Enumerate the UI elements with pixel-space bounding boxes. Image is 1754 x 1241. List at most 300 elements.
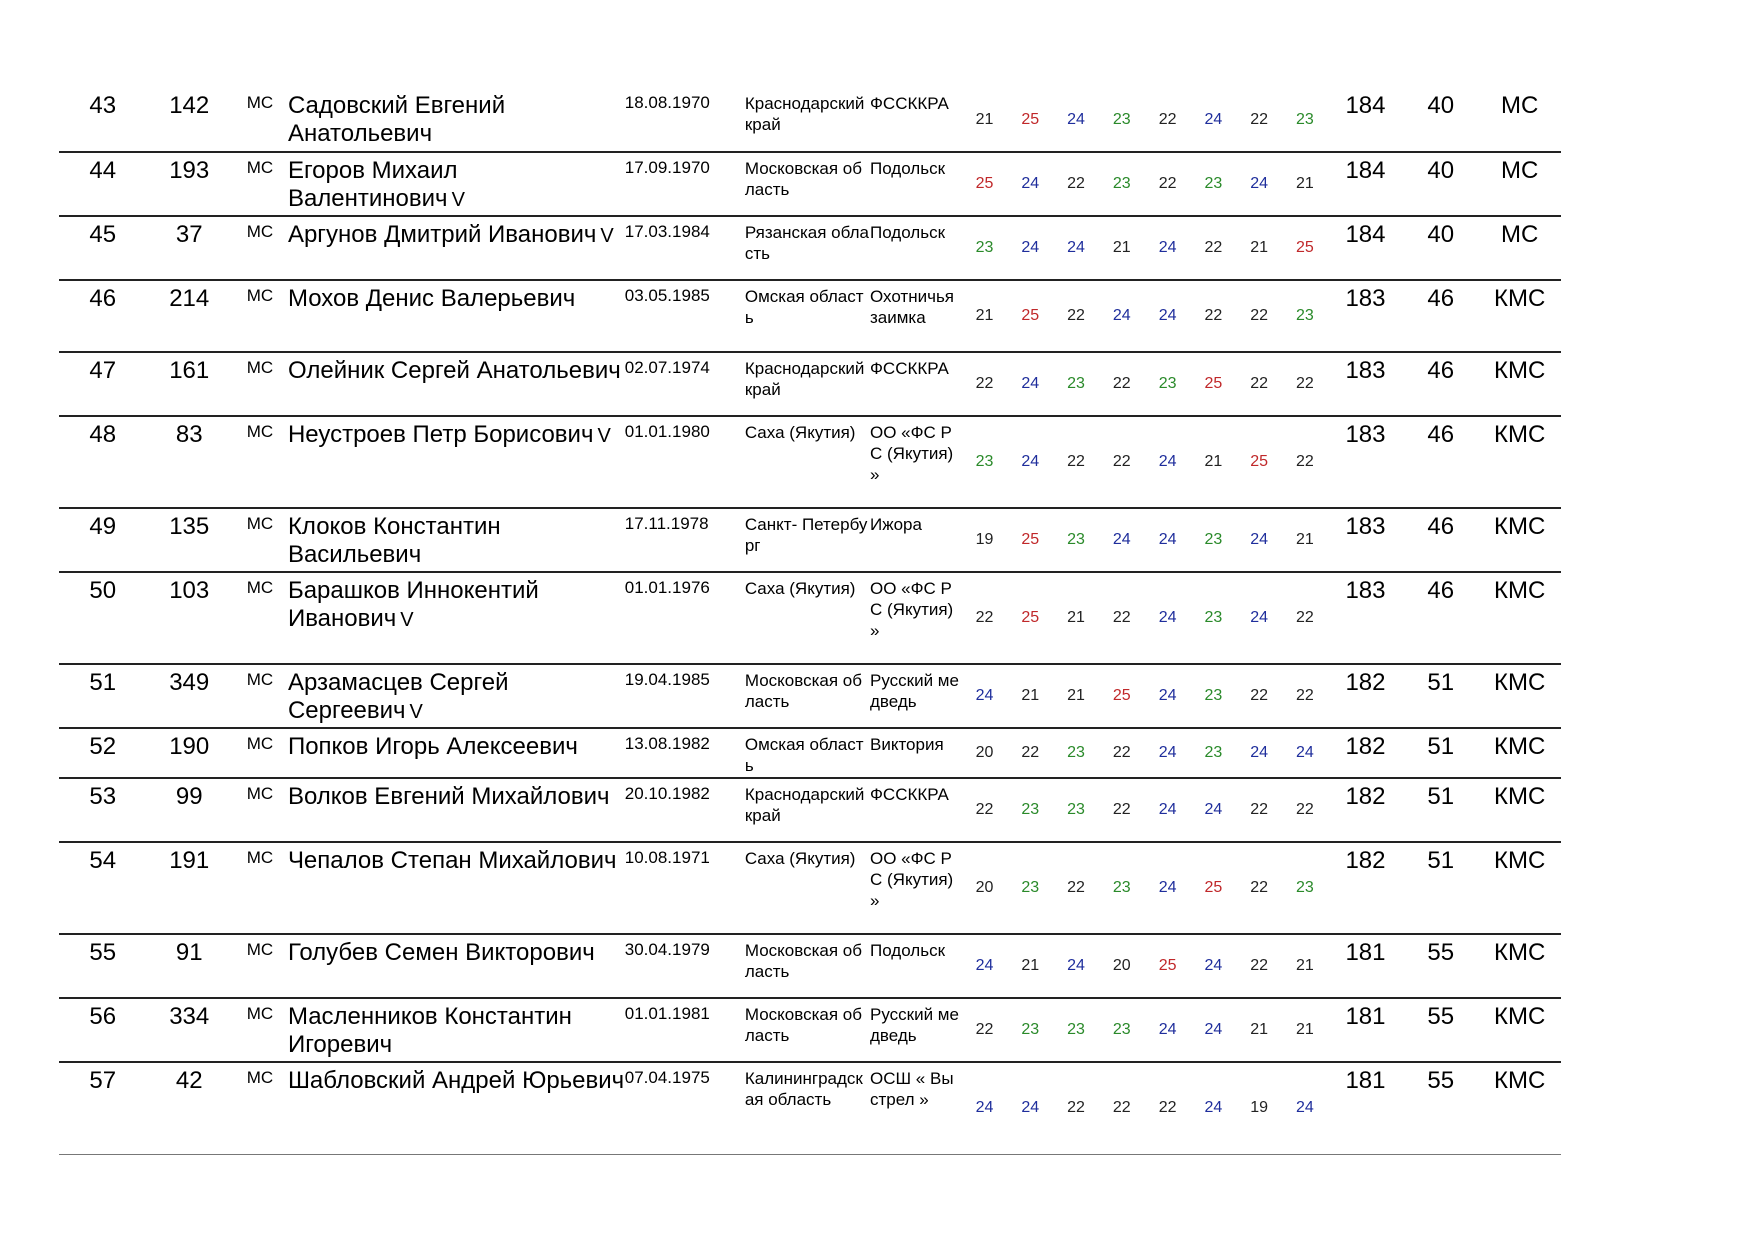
rank-cell: МС xyxy=(232,572,288,664)
rank-cell: МС xyxy=(232,728,288,778)
club-cell: Русский медведь xyxy=(870,664,962,728)
athlete-name: Барашков Иннокентий Иванович xyxy=(287,577,539,632)
series-score-cell: 24 xyxy=(1190,998,1236,1062)
series-score-cell: 21 xyxy=(1282,934,1328,998)
series-score-cell: 24 xyxy=(1190,778,1236,842)
series-score-cell: 22 xyxy=(1190,280,1236,352)
series-score-cell: 23 xyxy=(1282,280,1328,352)
series-score-cell: 25 xyxy=(1099,664,1145,728)
series-score-cell: 22 xyxy=(1236,664,1282,728)
table-row xyxy=(59,664,1561,728)
athlete-name-cell xyxy=(288,572,625,664)
series-score-cell: 23 xyxy=(1099,152,1145,216)
club-cell: Подольск xyxy=(870,934,962,998)
series-score-cell: 23 xyxy=(1099,998,1145,1062)
series-score-cell: 24 xyxy=(1145,728,1191,778)
region-cell: Московская область xyxy=(745,152,870,216)
series-score-cell: 23 xyxy=(1053,778,1099,842)
series-score-cell: 23 xyxy=(962,216,1008,280)
series-score-cell: 22 xyxy=(1053,416,1099,508)
series-score-cell: 22 xyxy=(1007,728,1053,778)
series-score-cell: 24 xyxy=(962,1062,1008,1154)
athlete-name-cell xyxy=(288,1062,625,1154)
athlete-name-cell xyxy=(288,152,625,216)
series-score-cell: 24 xyxy=(1145,416,1191,508)
series-score-cell: 24 xyxy=(1145,280,1191,352)
series-score-cell: 22 xyxy=(1145,88,1191,152)
rank-cell: МС xyxy=(232,842,288,934)
qualification-cell: МС xyxy=(1478,216,1561,280)
rank-cell: МС xyxy=(232,778,288,842)
rank-cell: МС xyxy=(232,280,288,352)
series-score-cell: 24 xyxy=(1007,352,1053,416)
club-cell: ОО «ФС РС (Якутия) » xyxy=(870,572,962,664)
series-score-cell: 21 xyxy=(962,88,1008,152)
place-cell: 50 xyxy=(59,572,147,664)
athlete-name-cell xyxy=(288,352,625,416)
qualification-cell: КМС xyxy=(1478,842,1561,934)
table-row xyxy=(59,572,1561,664)
series-score-cell: 24 xyxy=(1145,664,1191,728)
series-score-cell: 23 xyxy=(1282,88,1328,152)
series-score-cell: 22 xyxy=(962,998,1008,1062)
shared-position-cell: 40 xyxy=(1403,216,1478,280)
series-score-cell: 23 xyxy=(1007,778,1053,842)
table-row xyxy=(59,508,1561,572)
series-score-cell: 25 xyxy=(1190,352,1236,416)
series-score-cell: 22 xyxy=(962,572,1008,664)
shared-position-cell: 51 xyxy=(1403,728,1478,778)
club-cell: Подольск xyxy=(870,152,962,216)
bib-number-cell: 193 xyxy=(147,152,232,216)
total-score-cell: 183 xyxy=(1328,508,1403,572)
bib-number-cell: 37 xyxy=(147,216,232,280)
series-score-cell: 24 xyxy=(1007,216,1053,280)
shared-position-cell: 55 xyxy=(1403,1062,1478,1154)
club-cell: Подольск xyxy=(870,216,962,280)
birth-date-cell: 17.09.1970 xyxy=(625,152,745,216)
bib-number-cell: 142 xyxy=(147,88,232,152)
region-cell: Московская область xyxy=(745,664,870,728)
series-score-cell: 22 xyxy=(1236,280,1282,352)
qualification-cell: КМС xyxy=(1478,572,1561,664)
series-score-cell: 24 xyxy=(1053,934,1099,998)
total-score-cell: 182 xyxy=(1328,842,1403,934)
series-score-cell: 22 xyxy=(1099,416,1145,508)
athlete-name-cell xyxy=(288,216,625,280)
series-score-cell: 22 xyxy=(1236,934,1282,998)
athlete-name-cell xyxy=(288,934,625,998)
qualification-cell: КМС xyxy=(1478,778,1561,842)
series-score-cell: 21 xyxy=(1236,216,1282,280)
birth-date-cell: 13.08.1982 xyxy=(625,728,745,778)
rank-cell: МС xyxy=(232,934,288,998)
series-score-cell: 22 xyxy=(1099,778,1145,842)
birth-date-cell: 02.07.1974 xyxy=(625,352,745,416)
table-row xyxy=(59,998,1561,1062)
series-score-cell: 23 xyxy=(1190,572,1236,664)
series-score-cell: 23 xyxy=(1053,728,1099,778)
table-row xyxy=(59,728,1561,778)
total-score-cell: 183 xyxy=(1328,416,1403,508)
club-cell: Ижора xyxy=(870,508,962,572)
rank-cell: МС xyxy=(232,352,288,416)
bib-number-cell: 99 xyxy=(147,778,232,842)
rank-cell: МС xyxy=(232,152,288,216)
birth-date-cell: 30.04.1979 xyxy=(625,934,745,998)
place-cell: 43 xyxy=(59,88,147,152)
place-cell: 52 xyxy=(59,728,147,778)
series-score-cell: 24 xyxy=(1145,998,1191,1062)
series-score-cell: 22 xyxy=(1190,216,1236,280)
qualification-cell: КМС xyxy=(1478,1062,1561,1154)
birth-date-cell: 17.03.1984 xyxy=(625,216,745,280)
series-score-cell: 22 xyxy=(962,352,1008,416)
total-score-cell: 182 xyxy=(1328,778,1403,842)
club-cell: Охотничья заимка xyxy=(870,280,962,352)
club-cell: ФССККРА xyxy=(870,88,962,152)
series-score-cell: 21 xyxy=(1282,508,1328,572)
athlete-name: Чепалов Степан Михайлович xyxy=(287,847,617,874)
club-cell: Русский медведь xyxy=(870,998,962,1062)
club-cell: ФССККРА xyxy=(870,778,962,842)
series-score-cell: 24 xyxy=(1236,728,1282,778)
qualification-cell: МС xyxy=(1478,88,1561,152)
birth-date-cell: 03.05.1985 xyxy=(625,280,745,352)
birth-date-cell: 01.01.1976 xyxy=(625,572,745,664)
athlete-name: Клоков Константин Васильевич xyxy=(287,513,501,568)
bib-number-cell: 191 xyxy=(147,842,232,934)
rank-cell: МС xyxy=(232,1062,288,1154)
series-score-cell: 23 xyxy=(1099,88,1145,152)
birth-date-cell: 01.01.1981 xyxy=(625,998,745,1062)
place-cell: 47 xyxy=(59,352,147,416)
veteran-mark: V xyxy=(400,609,414,631)
series-score-cell: 25 xyxy=(1007,280,1053,352)
shared-position-cell: 55 xyxy=(1403,934,1478,998)
place-cell: 48 xyxy=(59,416,147,508)
table-row xyxy=(59,778,1561,842)
series-score-cell: 24 xyxy=(962,934,1008,998)
shared-position-cell: 55 xyxy=(1403,998,1478,1062)
series-score-cell: 21 xyxy=(1007,934,1053,998)
series-score-cell: 24 xyxy=(1145,508,1191,572)
region-cell: Московская область xyxy=(745,934,870,998)
region-cell: Омская область xyxy=(745,280,870,352)
qualification-cell: КМС xyxy=(1478,664,1561,728)
veteran-mark: V xyxy=(597,425,611,447)
series-score-cell: 23 xyxy=(1282,842,1328,934)
region-cell: Саха (Якутия) xyxy=(745,572,870,664)
series-score-cell: 21 xyxy=(1053,664,1099,728)
series-score-cell: 24 xyxy=(1236,152,1282,216)
series-score-cell: 24 xyxy=(1099,280,1145,352)
shared-position-cell: 46 xyxy=(1403,352,1478,416)
total-score-cell: 181 xyxy=(1328,1062,1403,1154)
place-cell: 46 xyxy=(59,280,147,352)
bib-number-cell: 83 xyxy=(147,416,232,508)
place-cell: 54 xyxy=(59,842,147,934)
series-score-cell: 25 xyxy=(1145,934,1191,998)
athlete-name-cell xyxy=(288,416,625,508)
total-score-cell: 181 xyxy=(1328,934,1403,998)
region-cell: Омская область xyxy=(745,728,870,778)
place-cell: 51 xyxy=(59,664,147,728)
table-row xyxy=(59,416,1561,508)
birth-date-cell: 19.04.1985 xyxy=(625,664,745,728)
series-score-cell: 24 xyxy=(1053,88,1099,152)
series-score-cell: 25 xyxy=(962,152,1008,216)
athlete-name: Шабловский Андрей Юрьевич xyxy=(287,1067,625,1094)
birth-date-cell: 10.08.1971 xyxy=(625,842,745,934)
athlete-name: Голубев Семен Викторович xyxy=(287,939,595,966)
rank-cell: МС xyxy=(232,664,288,728)
series-score-cell: 23 xyxy=(1053,998,1099,1062)
series-score-cell: 24 xyxy=(1145,778,1191,842)
qualification-cell: КМС xyxy=(1478,934,1561,998)
series-score-cell: 22 xyxy=(1099,352,1145,416)
series-score-cell: 24 xyxy=(1099,508,1145,572)
rank-cell: МС xyxy=(232,508,288,572)
place-cell: 45 xyxy=(59,216,147,280)
athlete-name: Попков Игорь Алексеевич xyxy=(287,733,578,760)
series-score-cell: 23 xyxy=(1145,352,1191,416)
series-score-cell: 23 xyxy=(1190,508,1236,572)
table-row xyxy=(59,152,1561,216)
series-score-cell: 21 xyxy=(1099,216,1145,280)
series-score-cell: 23 xyxy=(1190,728,1236,778)
series-score-cell: 19 xyxy=(962,508,1008,572)
series-score-cell: 23 xyxy=(1007,998,1053,1062)
series-score-cell: 20 xyxy=(962,842,1008,934)
series-score-cell: 24 xyxy=(1190,1062,1236,1154)
series-score-cell: 25 xyxy=(1007,572,1053,664)
club-cell: ОО «ФС РС (Якутия) » xyxy=(870,416,962,508)
bib-number-cell: 103 xyxy=(147,572,232,664)
total-score-cell: 184 xyxy=(1328,216,1403,280)
club-cell: Виктория xyxy=(870,728,962,778)
series-score-cell: 24 xyxy=(1145,842,1191,934)
series-score-cell: 20 xyxy=(962,728,1008,778)
results-table xyxy=(59,88,1561,1155)
bib-number-cell: 214 xyxy=(147,280,232,352)
qualification-cell: КМС xyxy=(1478,728,1561,778)
series-score-cell: 24 xyxy=(1145,216,1191,280)
series-score-cell: 24 xyxy=(1053,216,1099,280)
bib-number-cell: 334 xyxy=(147,998,232,1062)
athlete-name-cell xyxy=(288,998,625,1062)
rank-cell: МС xyxy=(232,88,288,152)
series-score-cell: 22 xyxy=(1053,280,1099,352)
athlete-name: Волков Евгений Михайлович xyxy=(287,783,610,810)
athlete-name: Аргунов Дмитрий Иванович xyxy=(287,221,597,248)
birth-date-cell: 01.01.1980 xyxy=(625,416,745,508)
total-score-cell: 182 xyxy=(1328,728,1403,778)
rank-cell: МС xyxy=(232,416,288,508)
series-score-cell: 22 xyxy=(1282,778,1328,842)
bib-number-cell: 190 xyxy=(147,728,232,778)
series-score-cell: 24 xyxy=(1282,1062,1328,1154)
table-row xyxy=(59,280,1561,352)
series-score-cell: 22 xyxy=(1145,152,1191,216)
club-cell: ФССККРА xyxy=(870,352,962,416)
table-row xyxy=(59,1062,1561,1154)
veteran-mark: V xyxy=(600,225,614,247)
region-cell: Саха (Якутия) xyxy=(745,842,870,934)
athlete-name-cell xyxy=(288,842,625,934)
series-score-cell: 21 xyxy=(1282,998,1328,1062)
series-score-cell: 21 xyxy=(1190,416,1236,508)
region-cell: Саха (Якутия) xyxy=(745,416,870,508)
region-cell: Краснодарский край xyxy=(745,352,870,416)
athlete-name-cell xyxy=(288,280,625,352)
athlete-name-cell xyxy=(288,508,625,572)
club-cell: ОО «ФС РС (Якутия) » xyxy=(870,842,962,934)
qualification-cell: КМС xyxy=(1478,352,1561,416)
series-score-cell: 24 xyxy=(1007,152,1053,216)
series-score-cell: 22 xyxy=(1053,152,1099,216)
place-cell: 56 xyxy=(59,998,147,1062)
qualification-cell: КМС xyxy=(1478,280,1561,352)
total-score-cell: 183 xyxy=(1328,572,1403,664)
series-score-cell: 22 xyxy=(1099,728,1145,778)
shared-position-cell: 46 xyxy=(1403,416,1478,508)
series-score-cell: 23 xyxy=(1053,352,1099,416)
athlete-name-cell xyxy=(288,88,625,152)
total-score-cell: 182 xyxy=(1328,664,1403,728)
place-cell: 57 xyxy=(59,1062,147,1154)
table-row xyxy=(59,88,1561,152)
bib-number-cell: 91 xyxy=(147,934,232,998)
series-score-cell: 22 xyxy=(962,778,1008,842)
region-cell: Калининградская область xyxy=(745,1062,870,1154)
series-score-cell: 24 xyxy=(1236,508,1282,572)
place-cell: 55 xyxy=(59,934,147,998)
qualification-cell: КМС xyxy=(1478,998,1561,1062)
athlete-name: Садовский Евгений Анатольевич xyxy=(287,92,506,147)
series-score-cell: 22 xyxy=(1145,1062,1191,1154)
series-score-cell: 25 xyxy=(1007,88,1053,152)
series-score-cell: 22 xyxy=(1282,664,1328,728)
series-score-cell: 22 xyxy=(1282,416,1328,508)
series-score-cell: 22 xyxy=(1282,572,1328,664)
shared-position-cell: 46 xyxy=(1403,508,1478,572)
shared-position-cell: 40 xyxy=(1403,88,1478,152)
club-cell: ОСШ « Выстрел » xyxy=(870,1062,962,1154)
series-score-cell: 23 xyxy=(962,416,1008,508)
veteran-mark: V xyxy=(451,189,465,211)
series-score-cell: 22 xyxy=(1053,842,1099,934)
shared-position-cell: 46 xyxy=(1403,280,1478,352)
shared-position-cell: 46 xyxy=(1403,572,1478,664)
bib-number-cell: 135 xyxy=(147,508,232,572)
total-score-cell: 183 xyxy=(1328,352,1403,416)
athlete-name: Арзамасцев Сергей Сергеевич xyxy=(287,669,509,724)
series-score-cell: 23 xyxy=(1190,152,1236,216)
series-score-cell: 21 xyxy=(1007,664,1053,728)
series-score-cell: 21 xyxy=(1282,152,1328,216)
series-score-cell: 20 xyxy=(1099,934,1145,998)
table-row xyxy=(59,352,1561,416)
series-score-cell: 23 xyxy=(1190,664,1236,728)
total-score-cell: 181 xyxy=(1328,998,1403,1062)
series-score-cell: 22 xyxy=(1099,572,1145,664)
region-cell: Краснодарский край xyxy=(745,778,870,842)
bib-number-cell: 42 xyxy=(147,1062,232,1154)
series-score-cell: 24 xyxy=(1007,1062,1053,1154)
series-score-cell: 21 xyxy=(1053,572,1099,664)
series-score-cell: 24 xyxy=(1190,934,1236,998)
athlete-name: Олейник Сергей Анатольевич xyxy=(287,357,621,384)
series-score-cell: 24 xyxy=(1145,572,1191,664)
athlete-name: Неустроев Петр Борисович xyxy=(287,421,594,448)
series-score-cell: 23 xyxy=(1007,842,1053,934)
region-cell: Краснодарский край xyxy=(745,88,870,152)
qualification-cell: МС xyxy=(1478,152,1561,216)
rank-cell: МС xyxy=(232,216,288,280)
series-score-cell: 21 xyxy=(962,280,1008,352)
table-row xyxy=(59,216,1561,280)
athlete-name: Мохов Денис Валерьевич xyxy=(287,285,576,312)
series-score-cell: 24 xyxy=(962,664,1008,728)
shared-position-cell: 51 xyxy=(1403,664,1478,728)
athlete-name: Масленников Константин Игоревич xyxy=(287,1003,572,1058)
athlete-name-cell xyxy=(288,728,625,778)
table-row xyxy=(59,842,1561,934)
series-score-cell: 23 xyxy=(1053,508,1099,572)
region-cell: Рязанская область xyxy=(745,216,870,280)
series-score-cell: 22 xyxy=(1236,352,1282,416)
shared-position-cell: 40 xyxy=(1403,152,1478,216)
place-cell: 49 xyxy=(59,508,147,572)
region-cell: Московская область xyxy=(745,998,870,1062)
rank-cell: МС xyxy=(232,998,288,1062)
total-score-cell: 184 xyxy=(1328,152,1403,216)
series-score-cell: 25 xyxy=(1007,508,1053,572)
region-cell: Санкт- Петербург xyxy=(745,508,870,572)
series-score-cell: 22 xyxy=(1053,1062,1099,1154)
shared-position-cell: 51 xyxy=(1403,842,1478,934)
total-score-cell: 183 xyxy=(1328,280,1403,352)
athlete-name: Егоров Михаил Валентинович xyxy=(287,157,458,212)
table-row xyxy=(59,934,1561,998)
series-score-cell: 19 xyxy=(1236,1062,1282,1154)
total-score-cell: 184 xyxy=(1328,88,1403,152)
place-cell: 44 xyxy=(59,152,147,216)
shared-position-cell: 51 xyxy=(1403,778,1478,842)
qualification-cell: КМС xyxy=(1478,416,1561,508)
athlete-name-cell xyxy=(288,664,625,728)
veteran-mark: V xyxy=(409,701,423,723)
series-score-cell: 22 xyxy=(1236,88,1282,152)
series-score-cell: 24 xyxy=(1236,572,1282,664)
athlete-name-cell xyxy=(288,778,625,842)
qualification-cell: КМС xyxy=(1478,508,1561,572)
series-score-cell: 22 xyxy=(1282,352,1328,416)
series-score-cell: 24 xyxy=(1190,88,1236,152)
series-score-cell: 25 xyxy=(1282,216,1328,280)
series-score-cell: 23 xyxy=(1099,842,1145,934)
bib-number-cell: 161 xyxy=(147,352,232,416)
place-cell: 53 xyxy=(59,778,147,842)
series-score-cell: 22 xyxy=(1099,1062,1145,1154)
series-score-cell: 24 xyxy=(1282,728,1328,778)
birth-date-cell: 17.11.1978 xyxy=(625,508,745,572)
series-score-cell: 21 xyxy=(1236,998,1282,1062)
series-score-cell: 22 xyxy=(1236,842,1282,934)
series-score-cell: 24 xyxy=(1007,416,1053,508)
series-score-cell: 25 xyxy=(1236,416,1282,508)
